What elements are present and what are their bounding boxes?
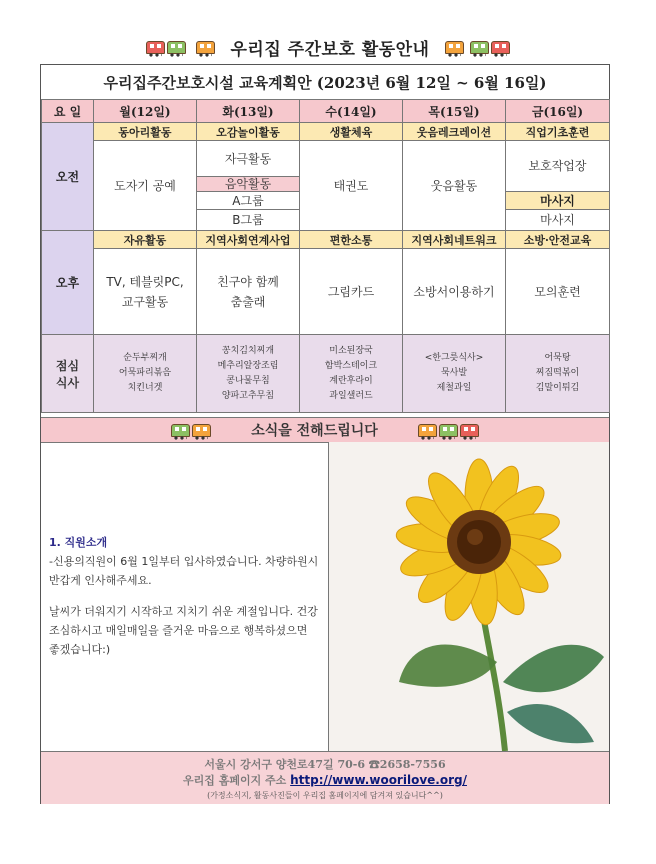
afternoon-sub-tue: 지역사회연계사업 bbox=[197, 231, 300, 249]
weather-note-text: 날씨가 더워지기 시작하고 지치기 쉬운 계절입니다. 건강 조심하시고 매일매일을 즐거운 마음으로 행복하셨으면 좋겠습니다:) bbox=[49, 605, 318, 656]
menu-item: 순두부찌개 bbox=[123, 353, 167, 363]
day-tue: 화(13일) bbox=[197, 100, 300, 123]
menu-item: 치킨너겟 bbox=[127, 383, 163, 393]
lunch-label-2: 식사 bbox=[55, 375, 80, 390]
afternoon-sub-wed: 편한소통 bbox=[300, 231, 403, 249]
lunch-mon bbox=[94, 335, 197, 413]
menu-item: 제철과일 bbox=[436, 383, 472, 393]
morning-thu: 웃음활동 bbox=[403, 141, 506, 231]
day-mon: 월(12일) bbox=[94, 100, 197, 123]
menu-item: 찌짐떡볶이 bbox=[535, 368, 580, 378]
lunch-fri bbox=[506, 335, 610, 413]
staff-intro-title: 1. 직원소개 bbox=[49, 536, 108, 549]
lunch-wed bbox=[300, 335, 403, 413]
news-bar bbox=[41, 417, 609, 443]
afternoon-mon-line1: TV, 테블릿PC, bbox=[106, 274, 184, 289]
footer-note: (가정소식지, 활동사진들이 우리집 홈페이지에 담겨져 있습니다^^) bbox=[207, 791, 443, 800]
morning-sub-fri: 직업기초훈련 bbox=[506, 123, 610, 141]
lunch-thu bbox=[403, 335, 506, 413]
menu-item: 계란후라이 bbox=[329, 375, 373, 386]
afternoon-mon-line2: 교구활동 bbox=[121, 294, 169, 309]
page-title: 우리집 주간보호 활동안내 bbox=[230, 39, 430, 60]
afternoon-fri: 모의훈련 bbox=[506, 249, 610, 335]
afternoon-sub-thu: 지역사회네트워크 bbox=[403, 231, 506, 249]
afternoon-label: 오후 bbox=[42, 231, 94, 335]
footer bbox=[41, 751, 609, 804]
corner-cell: 요 일 bbox=[42, 100, 94, 123]
afternoon-wed: 그림카드 bbox=[300, 249, 403, 335]
schedule-table bbox=[41, 99, 610, 413]
menu-item: 메추리알장조림 bbox=[217, 360, 279, 371]
morning-tue-a: 자극활동 bbox=[197, 141, 300, 177]
afternoon-tue-line2: 춤출래 bbox=[230, 294, 266, 309]
morning-fri-a: 보호작업장 bbox=[506, 141, 610, 192]
news-text-panel bbox=[41, 442, 329, 751]
lunch-tue bbox=[197, 335, 300, 413]
train-icon-left bbox=[146, 41, 215, 54]
morning-sub-mon: 동아리활동 bbox=[94, 123, 197, 141]
morning-sub-tue: 오감놀이활동 bbox=[197, 123, 300, 141]
morning-fri-b: 마사지 bbox=[506, 192, 610, 210]
news-title: 소식을 전해드립니다 bbox=[251, 423, 378, 439]
menu-item: 어묵파리볶음 bbox=[118, 368, 172, 378]
morning-fri-c: 마사지 bbox=[506, 210, 610, 231]
morning-sub-thu: 웃음레크레이션 bbox=[403, 123, 506, 141]
afternoon-thu: 소방서이용하기 bbox=[403, 249, 506, 335]
day-thu: 목(15일) bbox=[403, 100, 506, 123]
morning-label: 오전 bbox=[42, 123, 94, 231]
homepage-link[interactable]: http://www.woorilove.org/ bbox=[290, 773, 467, 787]
morning-sub-wed: 생활체육 bbox=[300, 123, 403, 141]
afternoon-sub-fri: 소방·안전교육 bbox=[506, 231, 610, 249]
document-frame bbox=[40, 64, 610, 804]
afternoon-tue bbox=[197, 249, 300, 335]
lunch-label-1: 점심 bbox=[55, 358, 80, 373]
menu-item: 함박스테이크 bbox=[324, 360, 378, 371]
menu-item: 미소된장국 bbox=[329, 345, 373, 356]
lunch-label bbox=[42, 335, 94, 413]
afternoon-sub-mon: 자유활동 bbox=[94, 231, 197, 249]
train-icon-news-left bbox=[171, 424, 211, 437]
train-icon-news-right bbox=[418, 424, 479, 437]
morning-wed: 태권도 bbox=[300, 141, 403, 231]
day-wed: 수(14일) bbox=[300, 100, 403, 123]
train-icon-right bbox=[445, 41, 510, 54]
menu-item: <한그릇식사> bbox=[424, 353, 484, 363]
day-header-row bbox=[42, 100, 610, 123]
menu-item: 양파고추무침 bbox=[221, 390, 275, 401]
menu-item: 과일샐러드 bbox=[329, 390, 373, 401]
sunflower-painting bbox=[329, 442, 609, 751]
afternoon-tue-line1: 친구야 함께 bbox=[217, 274, 279, 289]
morning-tue-d: B그룹 bbox=[197, 210, 300, 231]
menu-item: 어묵탕 bbox=[544, 353, 571, 363]
page-header bbox=[0, 32, 656, 62]
morning-tue-b: 음악활동 bbox=[197, 177, 300, 192]
lunch-row bbox=[42, 335, 610, 413]
menu-item: 콩나물무침 bbox=[226, 375, 270, 386]
sunflower-icon bbox=[329, 442, 609, 751]
menu-item: 묵사발 bbox=[440, 368, 468, 378]
homepage-label: 우리집 홈페이지 주소 bbox=[183, 774, 291, 787]
staff-intro-text: -신용의직원이 6월 1일부터 입사하였습니다. 차량하원시 반갑게 인사해주세요. bbox=[49, 555, 319, 587]
menu-item: 김말이튀김 bbox=[535, 383, 580, 393]
footer-address: 서울시 강서구 양천로47길 70-6 ☎2658-7556 bbox=[204, 758, 446, 771]
day-fri: 금(16일) bbox=[506, 100, 610, 123]
afternoon-mon bbox=[94, 249, 197, 335]
footer-homepage bbox=[41, 772, 609, 788]
morning-mon: 도자기 공예 bbox=[94, 141, 197, 231]
menu-item: 꽁치김치찌개 bbox=[221, 345, 275, 356]
plan-title: 우리집주간보호시설 교육계획안 (2023년 6월 12일 ~ 6월 16일) bbox=[41, 65, 609, 100]
morning-tue-c: A그룹 bbox=[197, 192, 300, 210]
